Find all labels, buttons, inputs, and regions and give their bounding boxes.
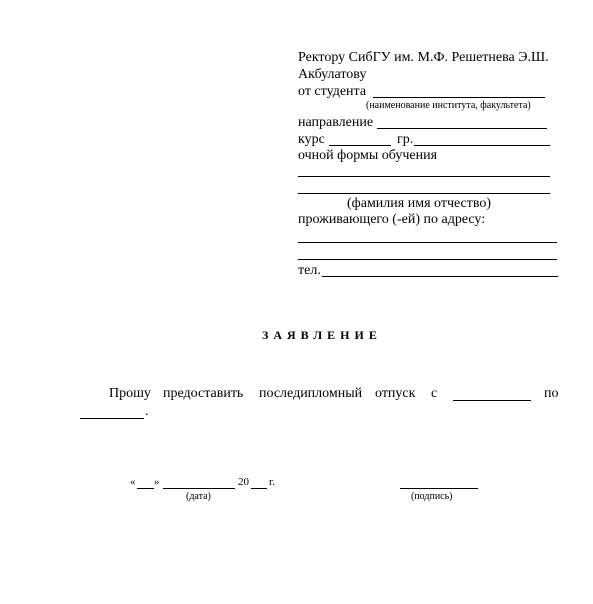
address-line-2[interactable] [298, 259, 557, 260]
leave-end-line[interactable] [80, 418, 144, 419]
year-prefix: 20 [238, 476, 249, 488]
body-word-5: с [431, 386, 438, 401]
month-line[interactable] [163, 488, 235, 489]
course-label: курс [298, 132, 325, 147]
direction-label: направление [298, 115, 374, 130]
day-line[interactable] [137, 488, 154, 489]
recipient-line-2: Акбулатову [298, 67, 367, 82]
address-line-1[interactable] [298, 242, 557, 243]
fio-hint: (фамилия имя отчество) [347, 196, 492, 211]
recipient-line-1: Ректору СибГУ им. М.Ф. Решетнева Э.Ш. [298, 50, 549, 65]
signature-line[interactable] [400, 488, 478, 489]
body-period: . [145, 404, 149, 419]
date-open-quote: « [130, 476, 136, 488]
fio-line-1[interactable] [298, 176, 550, 177]
date-close-quote: » [154, 476, 160, 488]
study-form-label: очной формы обучения [298, 148, 438, 163]
phone-label: тел. [298, 263, 321, 278]
institute-hint: (наименование института, факультета) [366, 100, 531, 111]
phone-line[interactable] [322, 276, 558, 277]
body-word-4: отпуск [375, 386, 416, 401]
address-label: проживающего (-ей) по адресу: [298, 212, 486, 227]
direction-line[interactable] [377, 128, 547, 129]
body-word-3: последипломный [259, 386, 363, 401]
date-hint: (дата) [186, 491, 211, 502]
course-line[interactable] [329, 145, 391, 146]
from-student-label: от студента [298, 84, 367, 99]
fio-line-2[interactable] [298, 193, 550, 194]
year-suffix: г. [269, 476, 276, 488]
group-label: гр. [397, 132, 414, 147]
leave-start-line[interactable] [453, 400, 531, 401]
student-line[interactable] [373, 97, 545, 98]
body-word-6: по [544, 386, 559, 401]
body-word-1: Прошу [109, 386, 151, 401]
document-title: ЗАЯВЛЕНИЕ [262, 328, 382, 342]
signature-hint: (подпись) [411, 491, 453, 502]
body-word-2: предоставить [163, 386, 244, 401]
year-line[interactable] [251, 488, 267, 489]
group-line[interactable] [414, 145, 550, 146]
